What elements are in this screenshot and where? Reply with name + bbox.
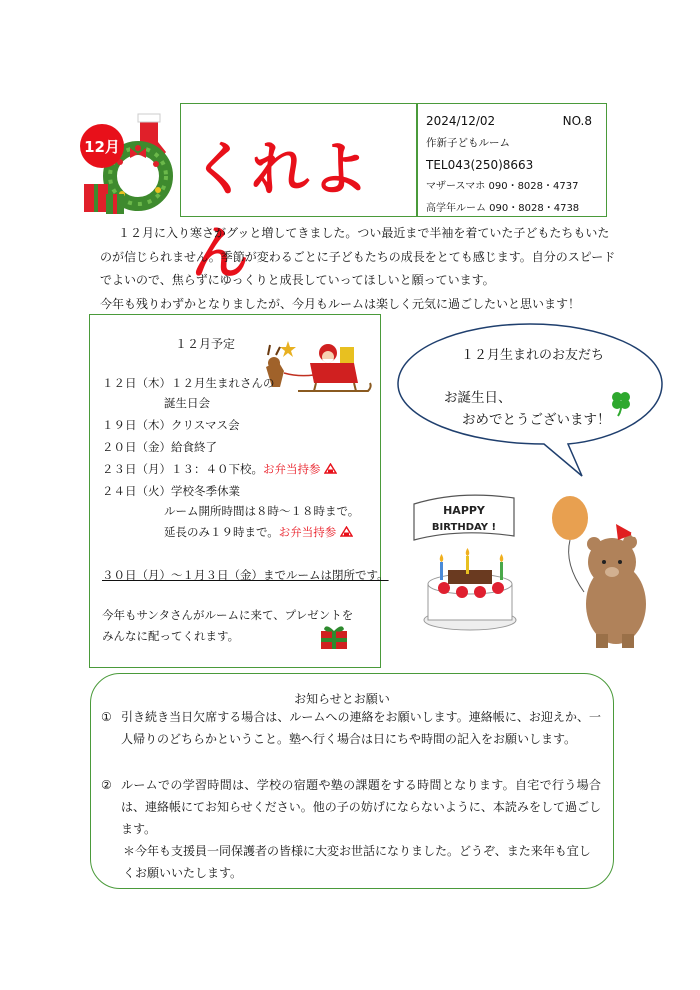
schedule-closed-period: ３０日（月）～１月３日（金）までルームは閉所です。 <box>102 568 389 582</box>
schedule-open-hours: ルーム開所時間は８時～１８時まで。 <box>164 504 360 518</box>
schedule-christmas-party: １９日（木）クリスマス会 <box>102 418 240 432</box>
birthday-text: BIRTHDAY ! <box>431 522 497 533</box>
schedule-winter-break: ２４日（火）学校冬季休業 <box>102 484 240 498</box>
schedule-dismissal: ２３日（月）１３：４０下校。 <box>102 462 263 476</box>
notice-box <box>90 673 614 889</box>
christmas-wreath-icon <box>78 112 182 218</box>
intro-paragraph-1: １２月に入り寒さがグッと増してきました。つい最近まで半袖を着ていた子どもたちもいたのが信じられません。季節が変わるごとに子どもたちの成長をとても感じます。自分のスピードでよいので、焦らずにゆっくりと成長していってほしいと願っています。 <box>100 226 616 287</box>
org-name: 作新子どもルーム <box>426 137 510 149</box>
mobile-upper: 高学年ルーム 090・8028・4738 <box>426 203 580 214</box>
newsletter-title: くれよん <box>191 135 372 287</box>
bubble-title: １２月生まれのお友だち <box>461 348 605 363</box>
title-box <box>180 103 417 287</box>
schedule-lunch-end: ２０日（金）給食終了 <box>102 440 217 454</box>
clover-icon <box>608 388 634 418</box>
schedule-extended-hours: 延長のみ１９時まで。 <box>164 525 279 539</box>
santa-message-2: みんなに配ってくれます。 <box>102 629 240 643</box>
month-badge: 12月 <box>84 138 120 156</box>
happy-text: HAPPY <box>443 504 485 517</box>
santa-sleigh-icon <box>258 337 374 403</box>
notice-title: お知らせとお願い <box>294 692 390 706</box>
birthday-cake-bear-illustration <box>404 484 680 650</box>
bring-lunch-note: お弁当持参 <box>263 462 321 476</box>
intro-text <box>100 222 620 316</box>
schedule-birthday-event-2: 誕生日会 <box>164 396 210 410</box>
schedule-date-12: １２日（木） <box>102 376 171 390</box>
onigiri-icon <box>324 463 337 474</box>
mobile-mother: マザースマホ 090・8028・4737 <box>426 181 579 192</box>
onigiri-icon <box>340 526 353 537</box>
notice-thanks: ＊今年も支援員一同保護者の皆様に大変お世話になりました。どうぞ、また来年も宜しくお願いいたします。 <box>123 844 591 880</box>
phone-number: TEL043(250)8663 <box>426 158 534 172</box>
santa-message-1: 今年もサンタさんがルームに来て、プレゼントを <box>102 608 354 622</box>
bring-lunch-note-2: お弁当持参 <box>278 525 337 539</box>
birthday-greeting-1: お誕生日、 <box>444 390 512 406</box>
notice-number-1: ① <box>101 710 112 724</box>
notice-number-2: ② <box>101 778 112 792</box>
intro-paragraph-2: 今年も残りわずかとなりましたが、今月もルームは楽しく元気に過ごしたいと思います！ <box>100 296 581 311</box>
notice-item-1: 引き続き当日欠席する場合は、ルームへの連絡をお願いします。連絡帳に、お迎えか、一人帰りのどちらかということ。塾へ行く場合は日にちや時間の記入をお願いします。 <box>121 710 601 746</box>
info-box <box>417 103 607 217</box>
schedule-birthday-event: １２月生まれさんの <box>171 376 275 390</box>
notice-item-2: ルームでの学習時間は、学校の宿題や塾の課題をする時間となります。自宅で行う場合は、連絡帳にてお知らせください。他の子の妨げにならないように、本読みをして過ごします。 <box>121 778 601 836</box>
gift-box-icon <box>318 621 350 651</box>
schedule-box <box>89 314 389 668</box>
birthday-greeting-2: おめでとうございます！ <box>462 412 611 428</box>
schedule-title: １２月予定 <box>174 337 235 351</box>
issue-date: 2024/12/02 <box>426 114 496 128</box>
issue-number: NO.8 <box>562 114 592 128</box>
